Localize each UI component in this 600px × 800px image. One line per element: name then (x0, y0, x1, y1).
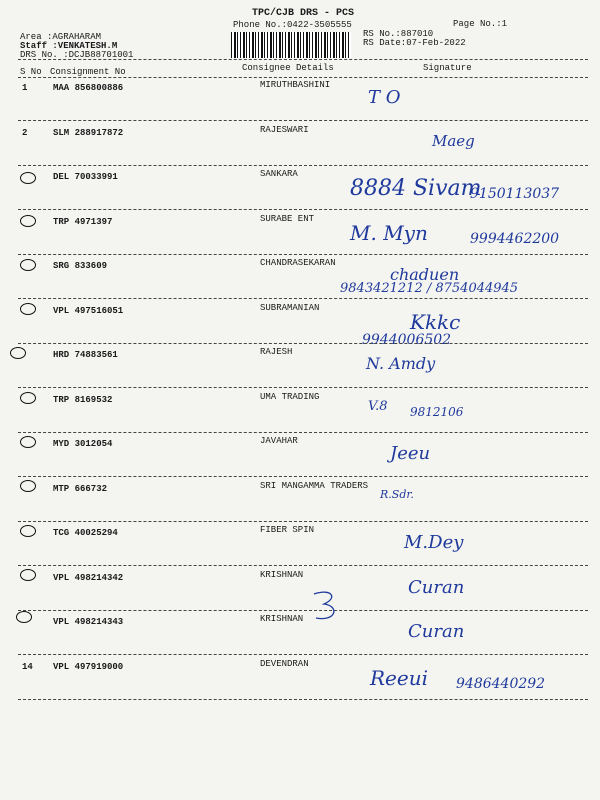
barcode (231, 32, 351, 58)
row-divider (18, 521, 588, 522)
row-consignee: JAVAHAR (260, 436, 298, 446)
handwritten-phone: 9994462200 (470, 231, 560, 247)
handwritten-mark (16, 611, 32, 623)
col-signature: Signature (423, 63, 472, 73)
col-sno: S No (20, 67, 42, 77)
row-sno: 2 (22, 128, 28, 138)
row-divider (18, 476, 588, 477)
row-sno: 1 (22, 83, 28, 93)
handwritten-mark (20, 436, 36, 448)
row-consignee: KRISHNAN (260, 570, 304, 580)
header-divider (18, 59, 588, 60)
row-consignment: MTP 666732 (53, 484, 108, 494)
handwritten-signature: T O (368, 87, 401, 108)
handwritten-scribble (308, 588, 348, 628)
handwritten-signature: chaduen (390, 265, 460, 284)
row-consignee: SURABE ENT (260, 214, 315, 224)
handwritten-phone: 9150113037 (470, 186, 560, 202)
handwritten-phone: 9812106 (410, 405, 464, 419)
column-divider (18, 77, 588, 78)
handwritten-mark (20, 172, 36, 184)
handwritten-mark (20, 569, 36, 581)
handwritten-mark (20, 303, 36, 315)
phone-number: Phone No.:0422-3505555 (233, 20, 352, 30)
handwritten-mark (20, 392, 36, 404)
row-divider (18, 343, 588, 344)
handwritten-phone: 9486440292 (456, 676, 546, 692)
handwritten-signature: Maeg (432, 132, 475, 150)
row-divider (18, 610, 588, 611)
row-consignment: SLM 288917872 (53, 128, 124, 138)
row-consignee: DEVENDRAN (260, 659, 309, 669)
handwritten-signature: R.Sdr. (380, 488, 414, 501)
row-divider (18, 699, 588, 700)
row-consignee: RAJESH (260, 347, 293, 357)
drs-number: DRS No. :DCJB88701001 (20, 50, 134, 60)
row-consignee: UMA TRADING (260, 392, 320, 402)
rs-number: RS No.:887010 (363, 29, 434, 39)
row-divider (18, 432, 588, 433)
row-consignment: TRP 4971397 (53, 217, 113, 227)
row-consignment: MAA 856800886 (53, 83, 124, 93)
row-divider (18, 165, 588, 166)
handwritten-signature: Reeui (370, 666, 429, 690)
handwritten-mark (10, 347, 26, 359)
handwritten-signature: Curan (408, 621, 465, 642)
handwritten-signature: V.8 (368, 399, 388, 414)
row-consignment: TRP 8169532 (53, 395, 113, 405)
row-consignment: VPL 497516051 (53, 306, 124, 316)
row-consignment: VPL 498214342 (53, 573, 124, 583)
handwritten-signature: M. Myn (350, 221, 428, 245)
col-consignee: Consignee Details (242, 63, 334, 73)
col-consignment: Consignment No (50, 67, 126, 77)
row-consignee: MIRUTHBASHINI (260, 80, 331, 90)
staff-label: Staff :VENKATESH.M (20, 41, 118, 51)
row-consignment: SRG 833609 (53, 261, 108, 271)
handwritten-mark (20, 480, 36, 492)
row-consignee: SRI MANGAMMA TRADERS (260, 481, 369, 491)
handwritten-mark (20, 525, 36, 537)
handwritten-mark (20, 259, 36, 271)
handwritten-signature: N. Amdy (366, 354, 436, 373)
row-divider (18, 209, 588, 210)
handwritten-phone: 9944006502 (362, 332, 452, 348)
row-divider (18, 565, 588, 566)
page-number: Page No.:1 (453, 19, 508, 29)
area-label: Area :AGRAHARAM (20, 32, 102, 42)
row-divider (18, 387, 588, 388)
handwritten-signature: M.Dey (404, 532, 464, 553)
row-consignee: FIBER SPIN (260, 525, 315, 535)
row-divider (18, 120, 588, 121)
row-consignment: TCG 40025294 (53, 528, 118, 538)
row-consignment: DEL 70033991 (53, 172, 118, 182)
rs-date: RS Date:07-Feb-2022 (363, 38, 466, 48)
row-divider (18, 298, 588, 299)
row-consignee: SANKARA (260, 169, 298, 179)
row-consignment: VPL 498214343 (53, 617, 124, 627)
row-consignment: VPL 497919000 (53, 662, 124, 672)
row-consignee: KRISHNAN (260, 614, 304, 624)
handwritten-signature: Kkkc (410, 310, 461, 334)
row-divider (18, 654, 588, 655)
handwritten-signature: Jeeu (390, 443, 431, 464)
row-consignment: HRD 74883561 (53, 350, 118, 360)
row-consignee: RAJESWARI (260, 125, 309, 135)
document-title: TPC/CJB DRS - PCS (252, 8, 355, 19)
row-consignment: MYD 3012054 (53, 439, 113, 449)
row-consignee: SUBRAMANIAN (260, 303, 320, 313)
row-sno: 14 (22, 662, 33, 672)
row-consignee: CHANDRASEKARAN (260, 258, 336, 268)
handwritten-phone: 9843421212 / 8754044945 (340, 281, 519, 296)
handwritten-mark (20, 215, 36, 227)
handwritten-signature: Curan (408, 577, 465, 598)
handwritten-signature: 8884 Sivam (350, 176, 482, 201)
row-divider (18, 254, 588, 255)
